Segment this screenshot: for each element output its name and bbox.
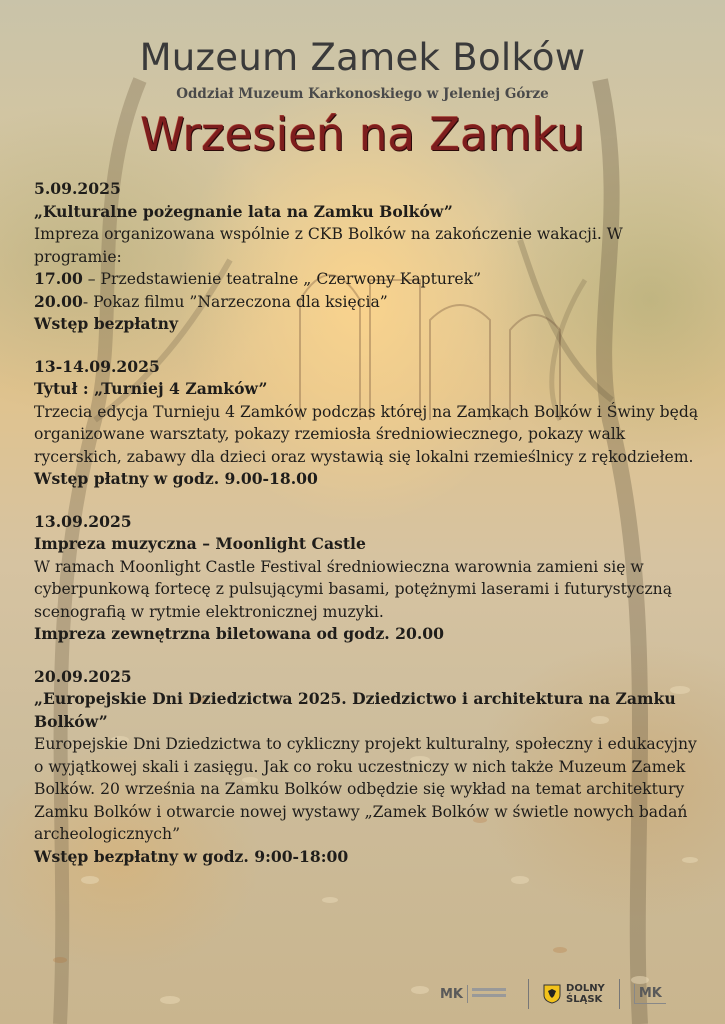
dolny-slask-logo (543, 983, 605, 1005)
eagle-crest-icon (543, 984, 561, 1004)
events-list (34, 178, 700, 888)
logo-divider (528, 979, 529, 1009)
museum-logo (440, 985, 514, 1003)
schedule-time: 17.00 (34, 269, 83, 288)
event-entry: Wstęp bezpłatny w godz. 9:00-18:00 (34, 846, 349, 866)
event-date: 13.09.2025 (34, 511, 132, 531)
event-1 (34, 178, 700, 336)
event-description: Impreza organizowana wspólnie z CKB Bolków na zakończenie wakacji. W programie: (34, 225, 623, 266)
event-title: „Europejskie Dni Dziedzictwa 2025. Dziedzictwo i architektura na Zamku Bolków” (34, 689, 676, 731)
event-description: W ramach Moonlight Castle Festival średniowieczna warownia zamieni się w cyberpunkową fortecę z pulsującymi basami, potężnymi laserami i futurystyczną scenografią w rytmie elektronicznej muzyki. (34, 557, 673, 621)
event-date: 13-14.09.2025 (34, 356, 160, 376)
schedule-text: – Przedstawienie teatralne „ Czerwony Kapturek” (82, 270, 482, 288)
event-entry: Impreza zewnętrzna biletowana od godz. 20.00 (34, 624, 444, 643)
mk-logo-secondary: MK (634, 984, 666, 1004)
event-entry: Wstęp bezpłatny (34, 314, 179, 333)
schedule-text: - Pokaz filmu ”Narzeczona dla księcia” (82, 292, 388, 311)
logo-divider (619, 979, 620, 1009)
museum-subtitle: Oddział Muzeum Karkonoskiego w Jeleniej Górze (176, 86, 549, 102)
region-line-1: DOLNY (566, 983, 605, 994)
event-date: 5.09.2025 (34, 179, 121, 198)
event-4 (34, 666, 700, 869)
footer-logos (440, 972, 690, 1016)
mk-logo-mark: MK (440, 986, 464, 1002)
poster-title: Wrzesień na Zamku (140, 108, 585, 161)
event-date: 20.09.2025 (34, 666, 132, 686)
museum-title: Muzeum Zamek Bolków (139, 36, 586, 79)
region-line-2: ŚLĄSK (566, 994, 603, 1005)
mk-logo-lines (467, 985, 514, 1003)
event-2 (34, 356, 700, 491)
event-3 (34, 511, 700, 646)
event-description: Europejskie Dni Dziedzictwa to cykliczny projekt kulturalny, społeczny i edukacyjny o wyjątkowej skali i zasięgu. Jak co roku uczestniczy w nich także Muzeum Zamek Bolków. 20 września na Zamku Bolków odbędzie się wykład na temat architektury Zamku Bolków i otwarcie nowej wystawy „Zamek Bolków w świetle nowych badań archeologicznych” (34, 735, 697, 843)
event-entry: Wstęp płatny w godz. 9.00-18.00 (34, 469, 318, 488)
event-description: Trzecia edycja Turnieju 4 Zamków podczas której na Zamkach Bolków i Świny będą organizowane warsztaty, pokazy rzemiosła średniowiecznego, pokazy walk rycerskich, zabawy dla dzieci oraz wystawią się lokalni rzemieślnicy z rękodziełem. (34, 402, 699, 466)
event-title: Tytuł : „Turniej 4 Zamków” (34, 379, 268, 398)
region-name (566, 983, 605, 1005)
schedule-item (34, 291, 700, 314)
schedule-item (34, 268, 700, 291)
event-title: Impreza muzyczna – Moonlight Castle (34, 534, 366, 553)
schedule-time: 20.00 (34, 291, 83, 311)
event-title: „Kulturalne pożegnanie lata na Zamku Bolków” (34, 201, 453, 221)
